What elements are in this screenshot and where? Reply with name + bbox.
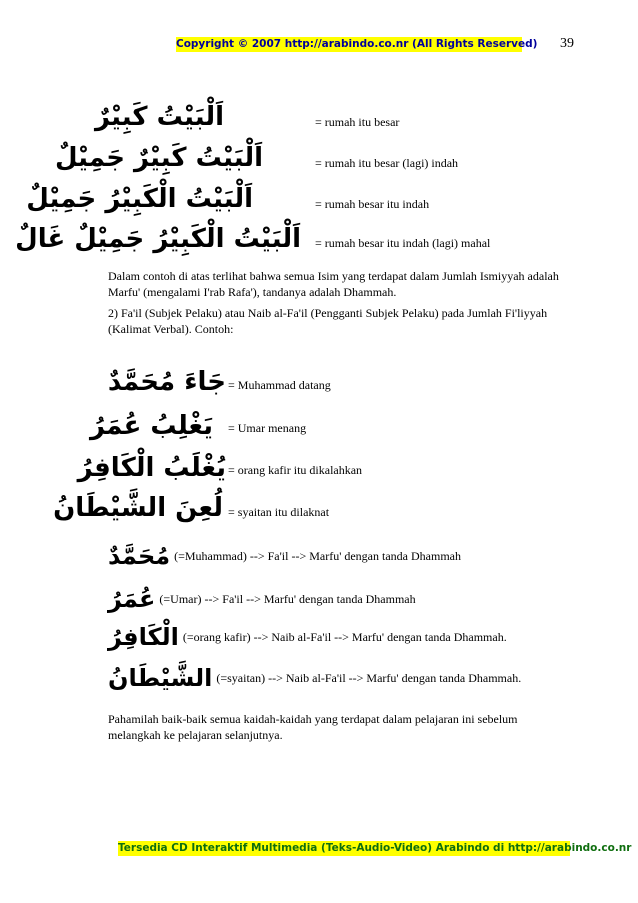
arabic-verbal-example-3: يُغْلَبُ الْكَافِرُ (77, 453, 226, 483)
analysis-line-2 (108, 582, 416, 616)
analysis-arabic-2: عُمَرُ (108, 585, 156, 613)
analysis-arabic-1: مُحَمَّدٌ (108, 542, 171, 570)
gloss-verbal-example-3: = orang kafir itu dikalahkan (228, 463, 363, 477)
gloss-example-1: = rumah itu besar (315, 115, 400, 129)
footer-promo-banner: Tersedia CD Interaktif Multimedia (Teks-Audio-Video) Arabindo di http://arabindo.co.nr (118, 842, 632, 854)
analysis-text-2: (=Umar) --> Fa'il --> Marfu' dengan tanda Dhammah (159, 591, 416, 606)
arabic-example-1: اَلْبَيْتُ كَبِيْرٌ (95, 102, 224, 132)
closing-paragraph: Pahamilah baik-baik semua kaidah-kaidah yang terdapat dalam pelajaran ini sebelum melangkah ke pelajaran selanjutnya. (108, 712, 518, 742)
analysis-arabic-4: الشَّيْطَانُ (108, 664, 213, 692)
gloss-verbal-example-1: = Muhammad datang (228, 378, 331, 392)
gloss-example-2: = rumah itu besar (lagi) indah (315, 156, 459, 170)
page-number: 39 (560, 36, 574, 51)
gloss-verbal-example-4: = syaitan itu dilaknat (228, 505, 330, 519)
arabic-example-3: اَلْبَيْتُ الْكَبِيْرُ جَمِيْلٌ (26, 184, 253, 214)
gloss-verbal-example-2: = Umar menang (228, 421, 307, 435)
arabic-example-4: اَلْبَيْتُ الْكَبِيْرُ جَمِيْلٌ غَالٌ (15, 224, 301, 254)
arabic-verbal-example-1: جَاءَ مُحَمَّدٌ (107, 367, 226, 397)
explanation-paragraph: Dalam contoh di atas terlihat bahwa semua Isim yang terdapat dalam Jumlah Ismiyyah adalah Marfu' (mengalami I'rab Rafa'), tandanya adalah Dhammah. (108, 269, 559, 299)
gloss-example-3: = rumah besar itu indah (315, 197, 430, 211)
analysis-text-4: (=syaitan) --> Naib al-Fa'il --> Marfu' dengan tanda Dhammah. (216, 670, 522, 685)
analysis-line-3 (108, 620, 507, 654)
analysis-text-3: (=orang kafir) --> Naib al-Fa'il --> Marfu' dengan tanda Dhammah. (182, 629, 507, 644)
rule-paragraph: 2) Fa'il (Subjek Pelaku) atau Naib al-Fa'il (Pengganti Subjek Pelaku) pada Jumlah Fi'liyyah (Kalimat Verbal). Contoh: (108, 306, 548, 336)
analysis-line-4 (108, 661, 521, 695)
arabic-verbal-example-2: يَغْلِبُ عُمَرُ (90, 411, 213, 441)
arabic-example-2: اَلْبَيْتُ كَبِيْرٌ جَمِيْلٌ (54, 143, 263, 173)
arabic-verbal-example-4: لُعِنَ الشَّيْطَانُ (53, 493, 223, 523)
gloss-example-4: = rumah besar itu indah (lagi) mahal (315, 236, 491, 250)
analysis-line-1 (108, 539, 461, 573)
analysis-arabic-3: الْكَافِرُ (108, 623, 179, 651)
analysis-text-1: (=Muhammad) --> Fa'il --> Marfu' dengan tanda Dhammah (174, 548, 461, 563)
header-copyright-banner: Copyright © 2007 http://arabindo.co.nr (All Rights Reserved) (176, 38, 538, 50)
